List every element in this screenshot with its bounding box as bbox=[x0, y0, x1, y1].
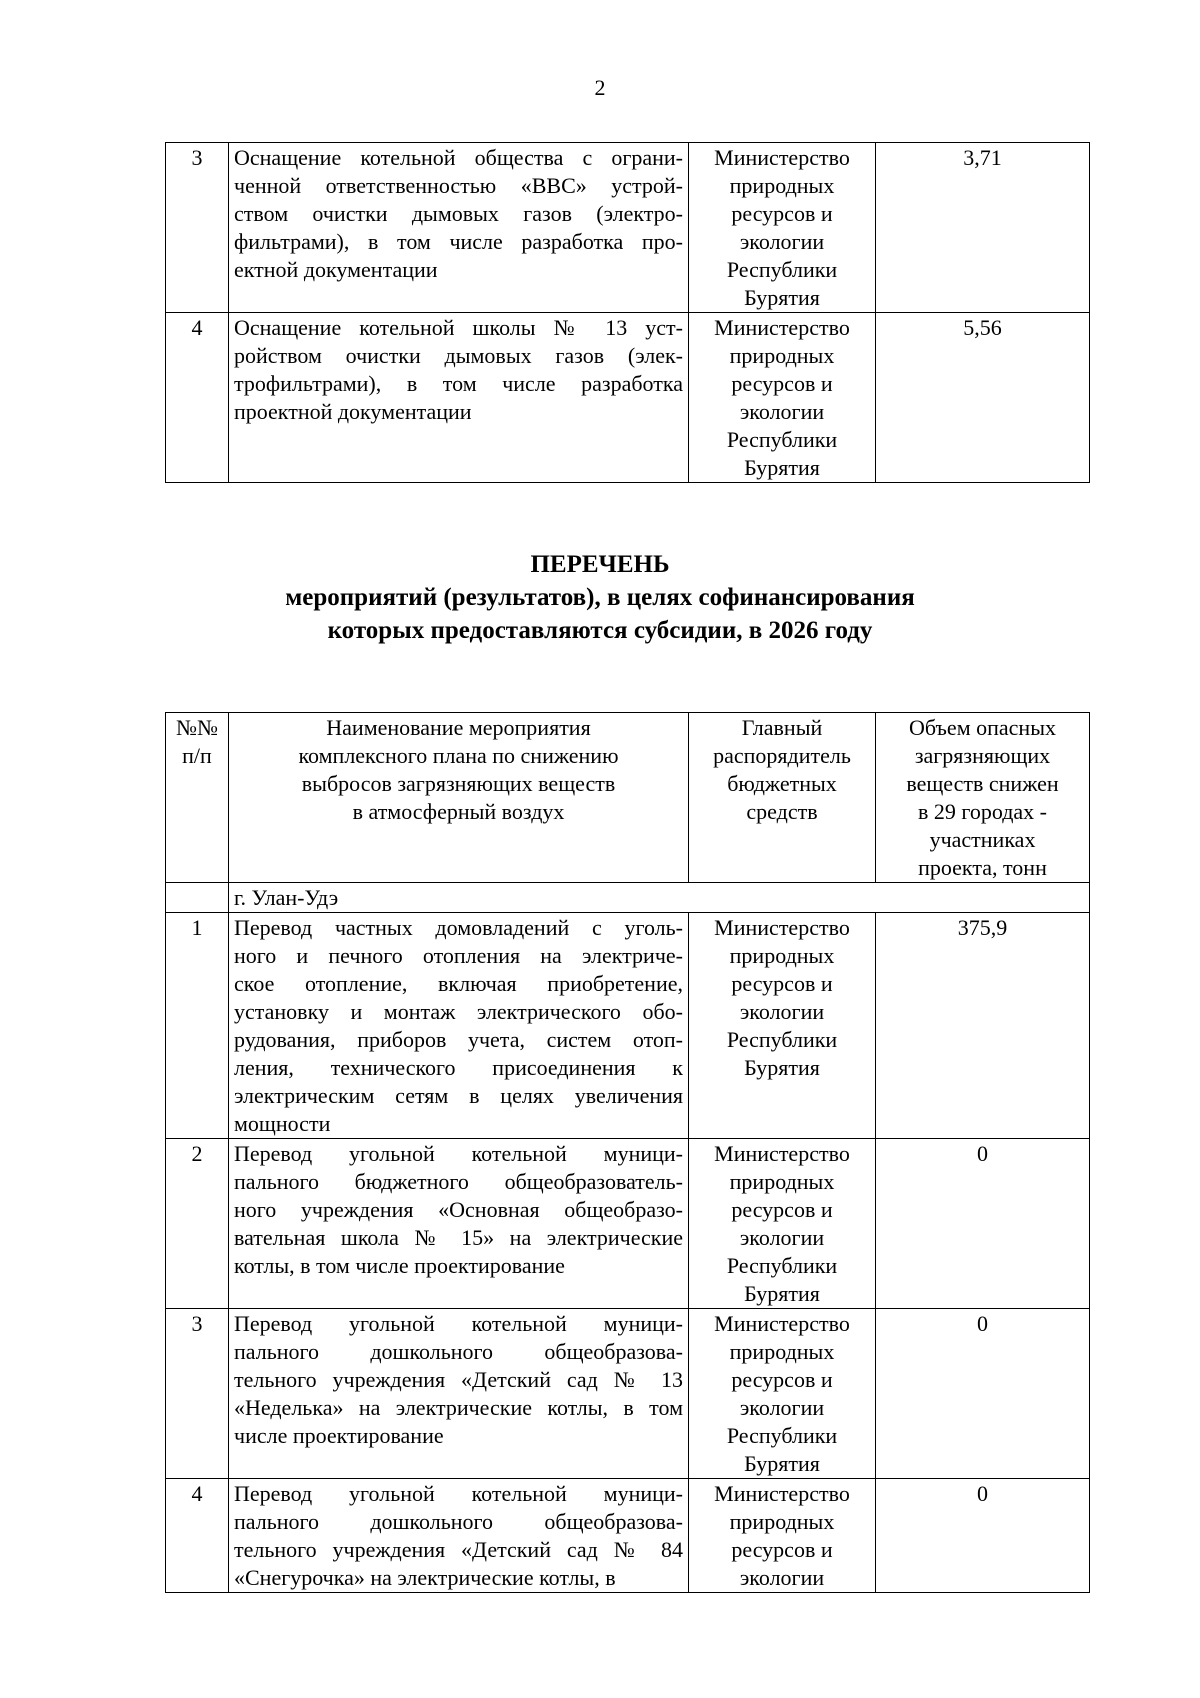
row-number: 1 bbox=[166, 913, 229, 1139]
cell-line: Министерство bbox=[714, 1311, 850, 1336]
cell-line: Перевод угольной котельной муници- bbox=[234, 1311, 683, 1336]
budget-manager bbox=[689, 1309, 876, 1479]
cell-line: в 29 городах - bbox=[917, 799, 1047, 824]
cell-line: Бурятия bbox=[744, 1281, 820, 1306]
cell-line: природных bbox=[729, 943, 835, 968]
cell-line: рудования, приборов учета, систем отоп- bbox=[234, 1027, 683, 1052]
cell-line: экологии bbox=[739, 999, 825, 1024]
cell-line: ления, технического присоединения к bbox=[234, 1055, 683, 1080]
cell-line: №№ bbox=[176, 715, 218, 740]
cell-line: ресурсов и bbox=[731, 201, 833, 226]
page-number: 2 bbox=[594, 75, 606, 100]
cell-line: Объем опасных bbox=[909, 715, 1056, 740]
cell-line: загрязняющих bbox=[914, 743, 1051, 768]
measure-name bbox=[229, 1309, 689, 1479]
cell-line: распорядитель bbox=[713, 743, 851, 768]
title-line-3: которых предоставляются субсидии, в 2026 году bbox=[327, 617, 873, 644]
cell-line: Министерство bbox=[714, 915, 850, 940]
cell-line: установку и монтаж электрического обо- bbox=[234, 999, 683, 1024]
cell-line: мощности bbox=[234, 1111, 331, 1136]
measure-name bbox=[229, 1479, 689, 1593]
table-continuation bbox=[165, 142, 1090, 483]
table-row bbox=[166, 1479, 1090, 1593]
list-title bbox=[0, 548, 1200, 647]
measure-name bbox=[229, 1139, 689, 1309]
city-empty-cell bbox=[166, 883, 229, 913]
cell-line: ройством очистки дымовых газов (элек- bbox=[234, 343, 683, 368]
cell-line: экологии bbox=[739, 229, 825, 254]
budget-manager bbox=[689, 313, 876, 483]
cell-line: Перевод угольной котельной муници- bbox=[234, 1141, 683, 1166]
cell-line: ством очистки дымовых газов (электро- bbox=[234, 201, 683, 226]
cell-line: ресурсов и bbox=[731, 1367, 833, 1392]
measures-table bbox=[165, 712, 1090, 1593]
cell-line: средств bbox=[746, 799, 818, 824]
emission-volume: 0 bbox=[876, 1139, 1090, 1309]
header-number bbox=[166, 713, 229, 883]
emission-volume: 0 bbox=[876, 1309, 1090, 1479]
cell-line: Перевод частных домовладений с уголь- bbox=[234, 915, 683, 940]
cell-line: в атмосферный воздух bbox=[352, 799, 565, 824]
row-number: 4 bbox=[166, 1479, 229, 1593]
city-row bbox=[166, 883, 1090, 913]
cell-line: Бурятия bbox=[744, 455, 820, 480]
cell-line: экологии bbox=[739, 399, 825, 424]
cell-line: Бурятия bbox=[744, 1055, 820, 1080]
cell-line: ного и печного отопления на электриче- bbox=[234, 943, 683, 968]
cell-line: Министерство bbox=[714, 145, 850, 170]
cell-line: ресурсов и bbox=[731, 971, 833, 996]
cell-line: трофильтрами), в том числе разработка bbox=[234, 371, 683, 396]
cell-line: тельного учреждения «Детский сад № 84 bbox=[234, 1537, 683, 1562]
header-emission-volume bbox=[876, 713, 1090, 883]
cell-line: электрическим сетям в целях увеличения bbox=[234, 1083, 683, 1108]
header-measure-name bbox=[229, 713, 689, 883]
cell-line: Республики bbox=[726, 1423, 838, 1448]
cell-line: «Неделька» на электрические котлы, в том bbox=[234, 1395, 683, 1420]
cell-line: Министерство bbox=[714, 315, 850, 340]
cell-line: ресурсов и bbox=[731, 1537, 833, 1562]
cell-line: Министерство bbox=[714, 1141, 850, 1166]
emission-volume: 375,9 bbox=[876, 913, 1090, 1139]
measure-name bbox=[229, 313, 689, 483]
header-budget-manager bbox=[689, 713, 876, 883]
cell-line: Бурятия bbox=[744, 1451, 820, 1476]
cell-line: экологии bbox=[739, 1225, 825, 1250]
cell-line: Министерство bbox=[714, 1481, 850, 1506]
cell-line: ченной ответственностью «ВВС» устрой- bbox=[234, 173, 683, 198]
table-row bbox=[166, 1139, 1090, 1309]
cell-line: вательная школа № 15» на электрические bbox=[234, 1225, 683, 1250]
cell-line: пального бюджетного общеобразователь- bbox=[234, 1169, 683, 1194]
cell-line: Наименование мероприятия bbox=[326, 715, 591, 740]
table-row bbox=[166, 913, 1090, 1139]
cell-line: природных bbox=[729, 1169, 835, 1194]
cell-line: бюджетных bbox=[727, 771, 837, 796]
cell-line: котлы, в том числе проектирование bbox=[234, 1253, 565, 1278]
cell-line: участниках bbox=[929, 827, 1036, 852]
row-number: 3 bbox=[166, 143, 229, 313]
cell-line: проекта, тонн bbox=[918, 855, 1047, 880]
cell-line: ское отопление, включая приобретение, bbox=[234, 971, 683, 996]
measure-name bbox=[229, 143, 689, 313]
table-row bbox=[166, 143, 1090, 313]
budget-manager bbox=[689, 143, 876, 313]
cell-line: проектной документации bbox=[234, 399, 472, 424]
cell-line: Республики bbox=[726, 427, 838, 452]
cell-line: веществ снижен bbox=[906, 771, 1059, 796]
table-row bbox=[166, 313, 1090, 483]
cell-line: числе проектирование bbox=[234, 1423, 444, 1448]
cell-line: п/п bbox=[182, 743, 212, 768]
cell-line: Республики bbox=[726, 1027, 838, 1052]
cell-line: пального дошкольного общеобразова- bbox=[234, 1339, 683, 1364]
budget-manager bbox=[689, 1479, 876, 1593]
table-row bbox=[166, 1309, 1090, 1479]
budget-manager bbox=[689, 1139, 876, 1309]
cell-line: природных bbox=[729, 1339, 835, 1364]
emission-volume: 3,71 bbox=[876, 143, 1090, 313]
cell-line: комплексного плана по снижению bbox=[298, 743, 619, 768]
measure-name bbox=[229, 913, 689, 1139]
cell-line: Бурятия bbox=[744, 285, 820, 310]
cell-line: экологии bbox=[739, 1395, 825, 1420]
cell-line: пального дошкольного общеобразова- bbox=[234, 1509, 683, 1534]
cell-line: природных bbox=[729, 1509, 835, 1534]
cell-line: Оснащение котельной школы № 13 уст- bbox=[234, 315, 683, 340]
cell-line: «Снегурочка» на электрические котлы, в bbox=[234, 1565, 616, 1590]
title-line-1: ПЕРЕЧЕНЬ bbox=[530, 551, 670, 578]
city-name: г. Улан-Удэ bbox=[229, 883, 1090, 913]
cell-line: природных bbox=[729, 343, 835, 368]
cell-line: Республики bbox=[726, 257, 838, 282]
cell-line: природных bbox=[729, 173, 835, 198]
cell-line: тельного учреждения «Детский сад № 13 bbox=[234, 1367, 683, 1392]
cell-line: Республики bbox=[726, 1253, 838, 1278]
row-number: 4 bbox=[166, 313, 229, 483]
row-number: 2 bbox=[166, 1139, 229, 1309]
cell-line: фильтрами), в том числе разработка про- bbox=[234, 229, 683, 254]
cell-line: Главный bbox=[741, 715, 823, 740]
cell-line: ресурсов и bbox=[731, 371, 833, 396]
budget-manager bbox=[689, 913, 876, 1139]
row-number: 3 bbox=[166, 1309, 229, 1479]
emission-volume: 0 bbox=[876, 1479, 1090, 1593]
cell-line: Перевод угольной котельной муници- bbox=[234, 1481, 683, 1506]
cell-line: выбросов загрязняющих веществ bbox=[301, 771, 616, 796]
cell-line: ресурсов и bbox=[731, 1197, 833, 1222]
cell-line: экологии bbox=[739, 1565, 825, 1590]
cell-line: Оснащение котельной общества с ограни- bbox=[234, 145, 683, 170]
title-line-2: мероприятий (результатов), в целях софинансирования bbox=[285, 584, 915, 611]
emission-volume: 5,56 bbox=[876, 313, 1090, 483]
cell-line: ного учреждения «Основная общеобразо- bbox=[234, 1197, 683, 1222]
cell-line: ектной документации bbox=[234, 257, 438, 282]
table-header-row bbox=[166, 713, 1090, 883]
